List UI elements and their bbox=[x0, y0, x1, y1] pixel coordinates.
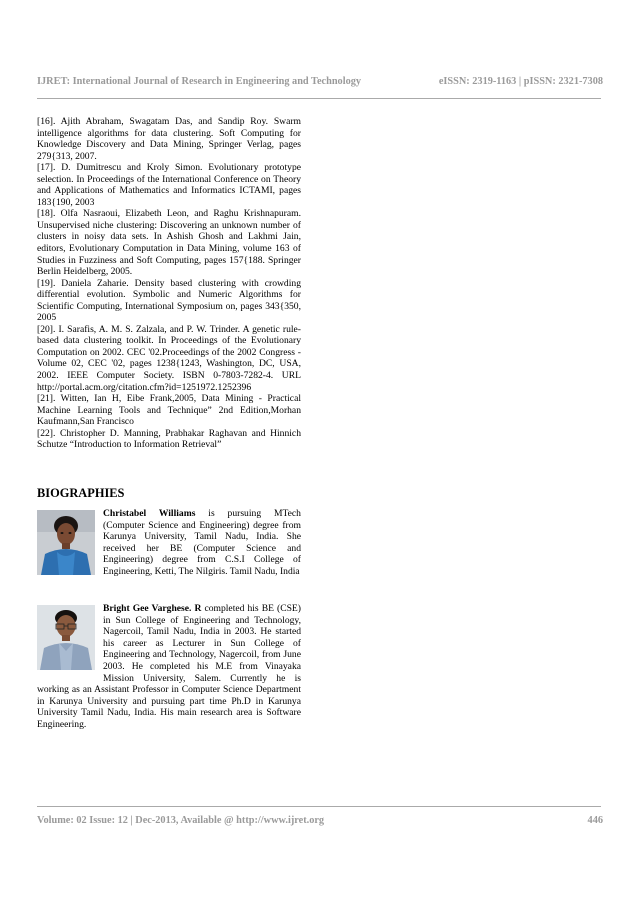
reference-item: [16]. Ajith Abraham, Swagatam Das, and Sandip Roy. Swarm intelligence algorithms for data clustering. Soft Computing for Knowledge Discovery and Data Mining, Springer Verlag, pages 279{313, 2007. bbox=[37, 116, 301, 162]
reference-item: [19]. Daniela Zaharie. Density based clustering with crowding differential evolution. Symbolic and Numeric Algorithms for Scientific Computing, International Symposium on, pages 343{350, 2005 bbox=[37, 277, 301, 324]
references-list bbox=[37, 116, 301, 451]
page-header bbox=[37, 76, 603, 87]
author-photo-christabel bbox=[37, 510, 95, 575]
author-name: Christabel Williams bbox=[103, 508, 196, 519]
page-footer bbox=[37, 815, 603, 826]
reference-item: [22]. Christopher D. Manning, Prabhakar Raghavan and Hinnich Schutze “Introduction to Information Retrieval” bbox=[37, 427, 301, 451]
volume-info: Volume: 02 Issue: 12 | Dec-2013, Available @ http://www.ijret.org bbox=[37, 815, 325, 826]
author-bio-text: is pursuing MTech (Computer Science and Engineering) degree from Karunya University, Tamil Nadu, India. She received her BE (Computer Science and Engineering) degree from C.S.I College of Engineering, Ketti, The Nilgiris. Tamil Nadu, India bbox=[103, 508, 301, 577]
author-bio-text: completed his BE (CSE) in Sun College of Engineering and Technology, Nagercoil, Tamil Nadu, India in 2003. He started his career as Lecturer in Sun College of Engineering and Technology, Nagercoil, from June 2003. He completed his M.E from Vinayaka Mission University, Salem. Currently he is working as an Assistant Professor in Computer Science Department in Karunya University and pursuing part time Ph.D in Karunya University Tamil Nadu, India. His main research area is Software Engineering. bbox=[37, 603, 301, 730]
biographies-heading: BIOGRAPHIES bbox=[37, 486, 125, 500]
issn-label: eISSN: 2319-1163 | pISSN: 2321-7308 bbox=[438, 76, 603, 87]
biography-bright bbox=[37, 603, 301, 731]
footer-rule bbox=[37, 806, 601, 807]
reference-item: [18]. Olfa Nasraoui, Elizabeth Leon, and Raghu Krishnapuram. Unsupervised niche clustering: Discovering an unknown number of clusters in noisy data sets. In Ashish Ghosh and Lakhmi Jain, editors, Evolutionary Computation in Data Mining, volume 163 of Studies in Fuzziness and Soft Computing, pages 157{188. Springer Berlin Heidelberg, 2005. bbox=[37, 208, 301, 278]
header-rule bbox=[37, 98, 601, 99]
author-photo-bright bbox=[37, 605, 95, 670]
reference-url: http://portal.acm.org/citation.cfm?id=1251972.1252396 bbox=[37, 381, 252, 393]
reference-item: [20]. I. Sarafis, A. M. S. Zalzala, and P. W. Trinder. A genetic rule-based data clustering toolkit. In Proceedings of the Evolutionary Computation on 2002. CEC '02.Proceedings of the 2002 Congress - Volume 02, CEC '02, pages 1238{1243, Washington, DC, USA, 2002. IEEE Computer Society. ISBN 0-7803-7282-4. URL bbox=[37, 323, 301, 382]
reference-item: [17]. D. Dumitrescu and Kroly Simon. Evolutionary prototype selection. In Proceedings of the International Conference on Theory and Applications of Mathematics and Informatics ICTAMI, pages 183{190, 2003 bbox=[37, 162, 301, 208]
page-number: 446 bbox=[587, 815, 603, 826]
journal-title: IJRET: International Journal of Research in Engineering and Technology bbox=[37, 76, 362, 87]
biography-christabel bbox=[37, 508, 301, 579]
author-name: Bright Gee Varghese. R bbox=[103, 603, 202, 614]
reference-item: [21]. Witten, Ian H, Eibe Frank,2005, Data Mining - Practical Machine Learning Tools and Technique” 2nd Edition,Morhan Kaufmann,San Francisco bbox=[37, 393, 301, 428]
